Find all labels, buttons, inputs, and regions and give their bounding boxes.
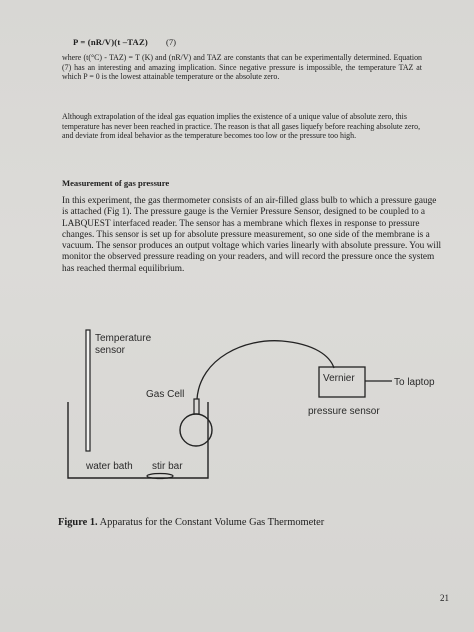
figure-caption-text: Apparatus for the Constant Volume Gas Thermometer xyxy=(99,517,325,528)
figure-caption xyxy=(58,517,324,528)
gas-cell-stem xyxy=(194,399,199,414)
label-water-bath: water bath xyxy=(86,461,133,472)
label-pressure-sensor: pressure sensor xyxy=(308,406,380,417)
figure-caption-label: Figure 1. xyxy=(58,517,98,528)
paragraph-gas-thermometer: In this experiment, the gas thermometer consists of an air-filled glass bulb to which a pressure gauge is attached (Fig 1). The pressure gauge is the Vernier Pressure Sensor, designed to be coupled to a LABQUEST interfaced reader. The sensor has a membrane which flexes in response to pressure changes. This sensor is set up for absolute pressure measurement, so one side of the membrane is a vacuum. The sensor produces an output voltage which varies linearly with absolute pressure. You will monitor the observed pressure reading on your readers, and will record the pressure once the system has reached thermal equilibrium. xyxy=(62,196,442,274)
equation-number: (7) xyxy=(166,37,177,47)
tubing xyxy=(197,341,334,399)
temperature-sensor-probe xyxy=(86,330,90,451)
label-sensor: sensor xyxy=(95,345,126,356)
label-gas-cell: Gas Cell xyxy=(146,389,185,400)
paragraph-equation-implication: where (t(°C) - TAZ) = T (K) and (nR/V) and TAZ are constants that can be experimentally determined. Equation (7) has an interesting and amazing implication. Since negative pressure is impossible, the temperature TAZ at which P = 0 is the lowest attainable temperature or the absolute zero. xyxy=(62,53,422,82)
equation: P = (nR/V)(t –TAZ) xyxy=(73,37,148,47)
label-temperature: Temperature xyxy=(95,333,152,344)
page-number: 21 xyxy=(440,593,449,603)
label-to-laptop: To laptop xyxy=(394,377,435,388)
paragraph-absolute-zero: Although extrapolation of the ideal gas equation implies the existence of a unique value of absolute zero, this temperature has never been reached in practice. The reason is that all gases liquefy before reaching absolute zero, and deviate from ideal behavior as the temperature becomes too low or the pressure too high. xyxy=(62,112,421,141)
label-vernier: Vernier xyxy=(323,373,355,384)
gas-cell-bulb xyxy=(180,414,212,446)
section-heading: Measurement of gas pressure xyxy=(62,178,170,188)
label-stir-bar: stir bar xyxy=(152,461,183,472)
